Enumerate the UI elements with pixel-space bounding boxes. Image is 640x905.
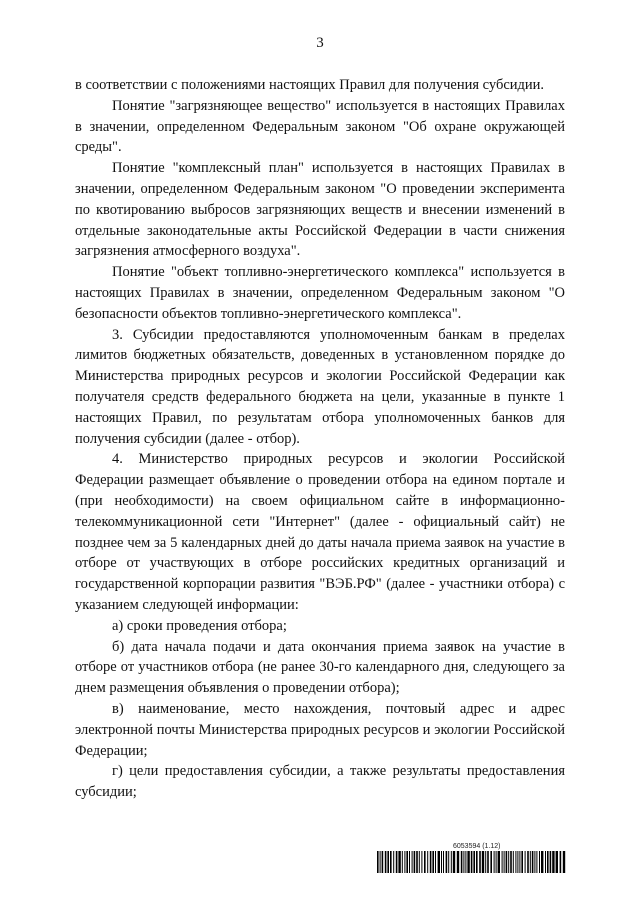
document-code: 6053594 (1.12)	[453, 843, 501, 850]
page-number: 3	[316, 35, 324, 51]
paragraph-continuation: в соответствии с положениями настоящих Правил для получения субсидии.	[75, 77, 545, 93]
paragraph-item-4: 4. Министерство природных ресурсов и экологии Российской Федерации размещает объявление о проведении отбора на едином портале и (при необходимости) на своем официальном сайте в информационно-телекоммуникационной сети "Интернет" (далее - официальный сайт) не позднее чем за 5 календарных дней до даты начала приема заявок на участие в отборе от участвующих в отборе российских кредитных организаций и государственной корпорации развития "ВЭБ.РФ" (далее - участники отбора) с указанием следующей информации:	[75, 451, 565, 613]
paragraph-fuel-energy-definition: Понятие "объект топливно-энергетического комплекса" используется в настоящих Правилах в значении, определенном Федеральным законом "О безопасности объектов топливно-энергетического комплекса".	[75, 264, 565, 322]
list-item-v: в) наименование, место нахождения, почтовый адрес и адрес электронной почты Министерства природных ресурсов и экологии Российской Федерации;	[75, 700, 565, 759]
list-item-g: г) цели предоставления субсидии, а также результаты предоставления субсидии;	[75, 763, 565, 801]
document-body	[75, 75, 565, 803]
list-item-b: б) дата начала подачи и дата окончания приема заявок на участие в отборе от участников отбора (не ранее 30-го календарного дня, следующего за днем размещения объявления о проведении отбора);	[75, 638, 565, 697]
paragraph-complex-plan-definition: Понятие "комплексный план" используется в настоящих Правилах в значении, определенном Федеральным законом "О проведении эксперимента по квотированию выбросов загрязняющих веществ и внесении изменений в отдельные законодательные акты Российской Федерации в части снижения загрязнения атмосферного воздуха".	[75, 160, 565, 260]
barcode-icon	[377, 851, 567, 873]
paragraph-item-3: 3. Субсидии предоставляются уполномоченным банкам в пределах лимитов бюджетных обязательств, доведенных в установленном порядке до Министерства природных ресурсов и экологии Российской Федерации как получателя средств федерального бюджета на цели, указанные в пункте 1 настоящих Правил, по результатам отбора уполномоченных банков для получения субсидии (далее - отбор).	[75, 326, 565, 447]
paragraph-pollutant-definition: Понятие "загрязняющее вещество" используется в настоящих Правилах в значении, определенном Федеральным законом "Об охране окружающей среды".	[75, 97, 565, 156]
list-item-a: а) сроки проведения отбора;	[112, 617, 287, 634]
